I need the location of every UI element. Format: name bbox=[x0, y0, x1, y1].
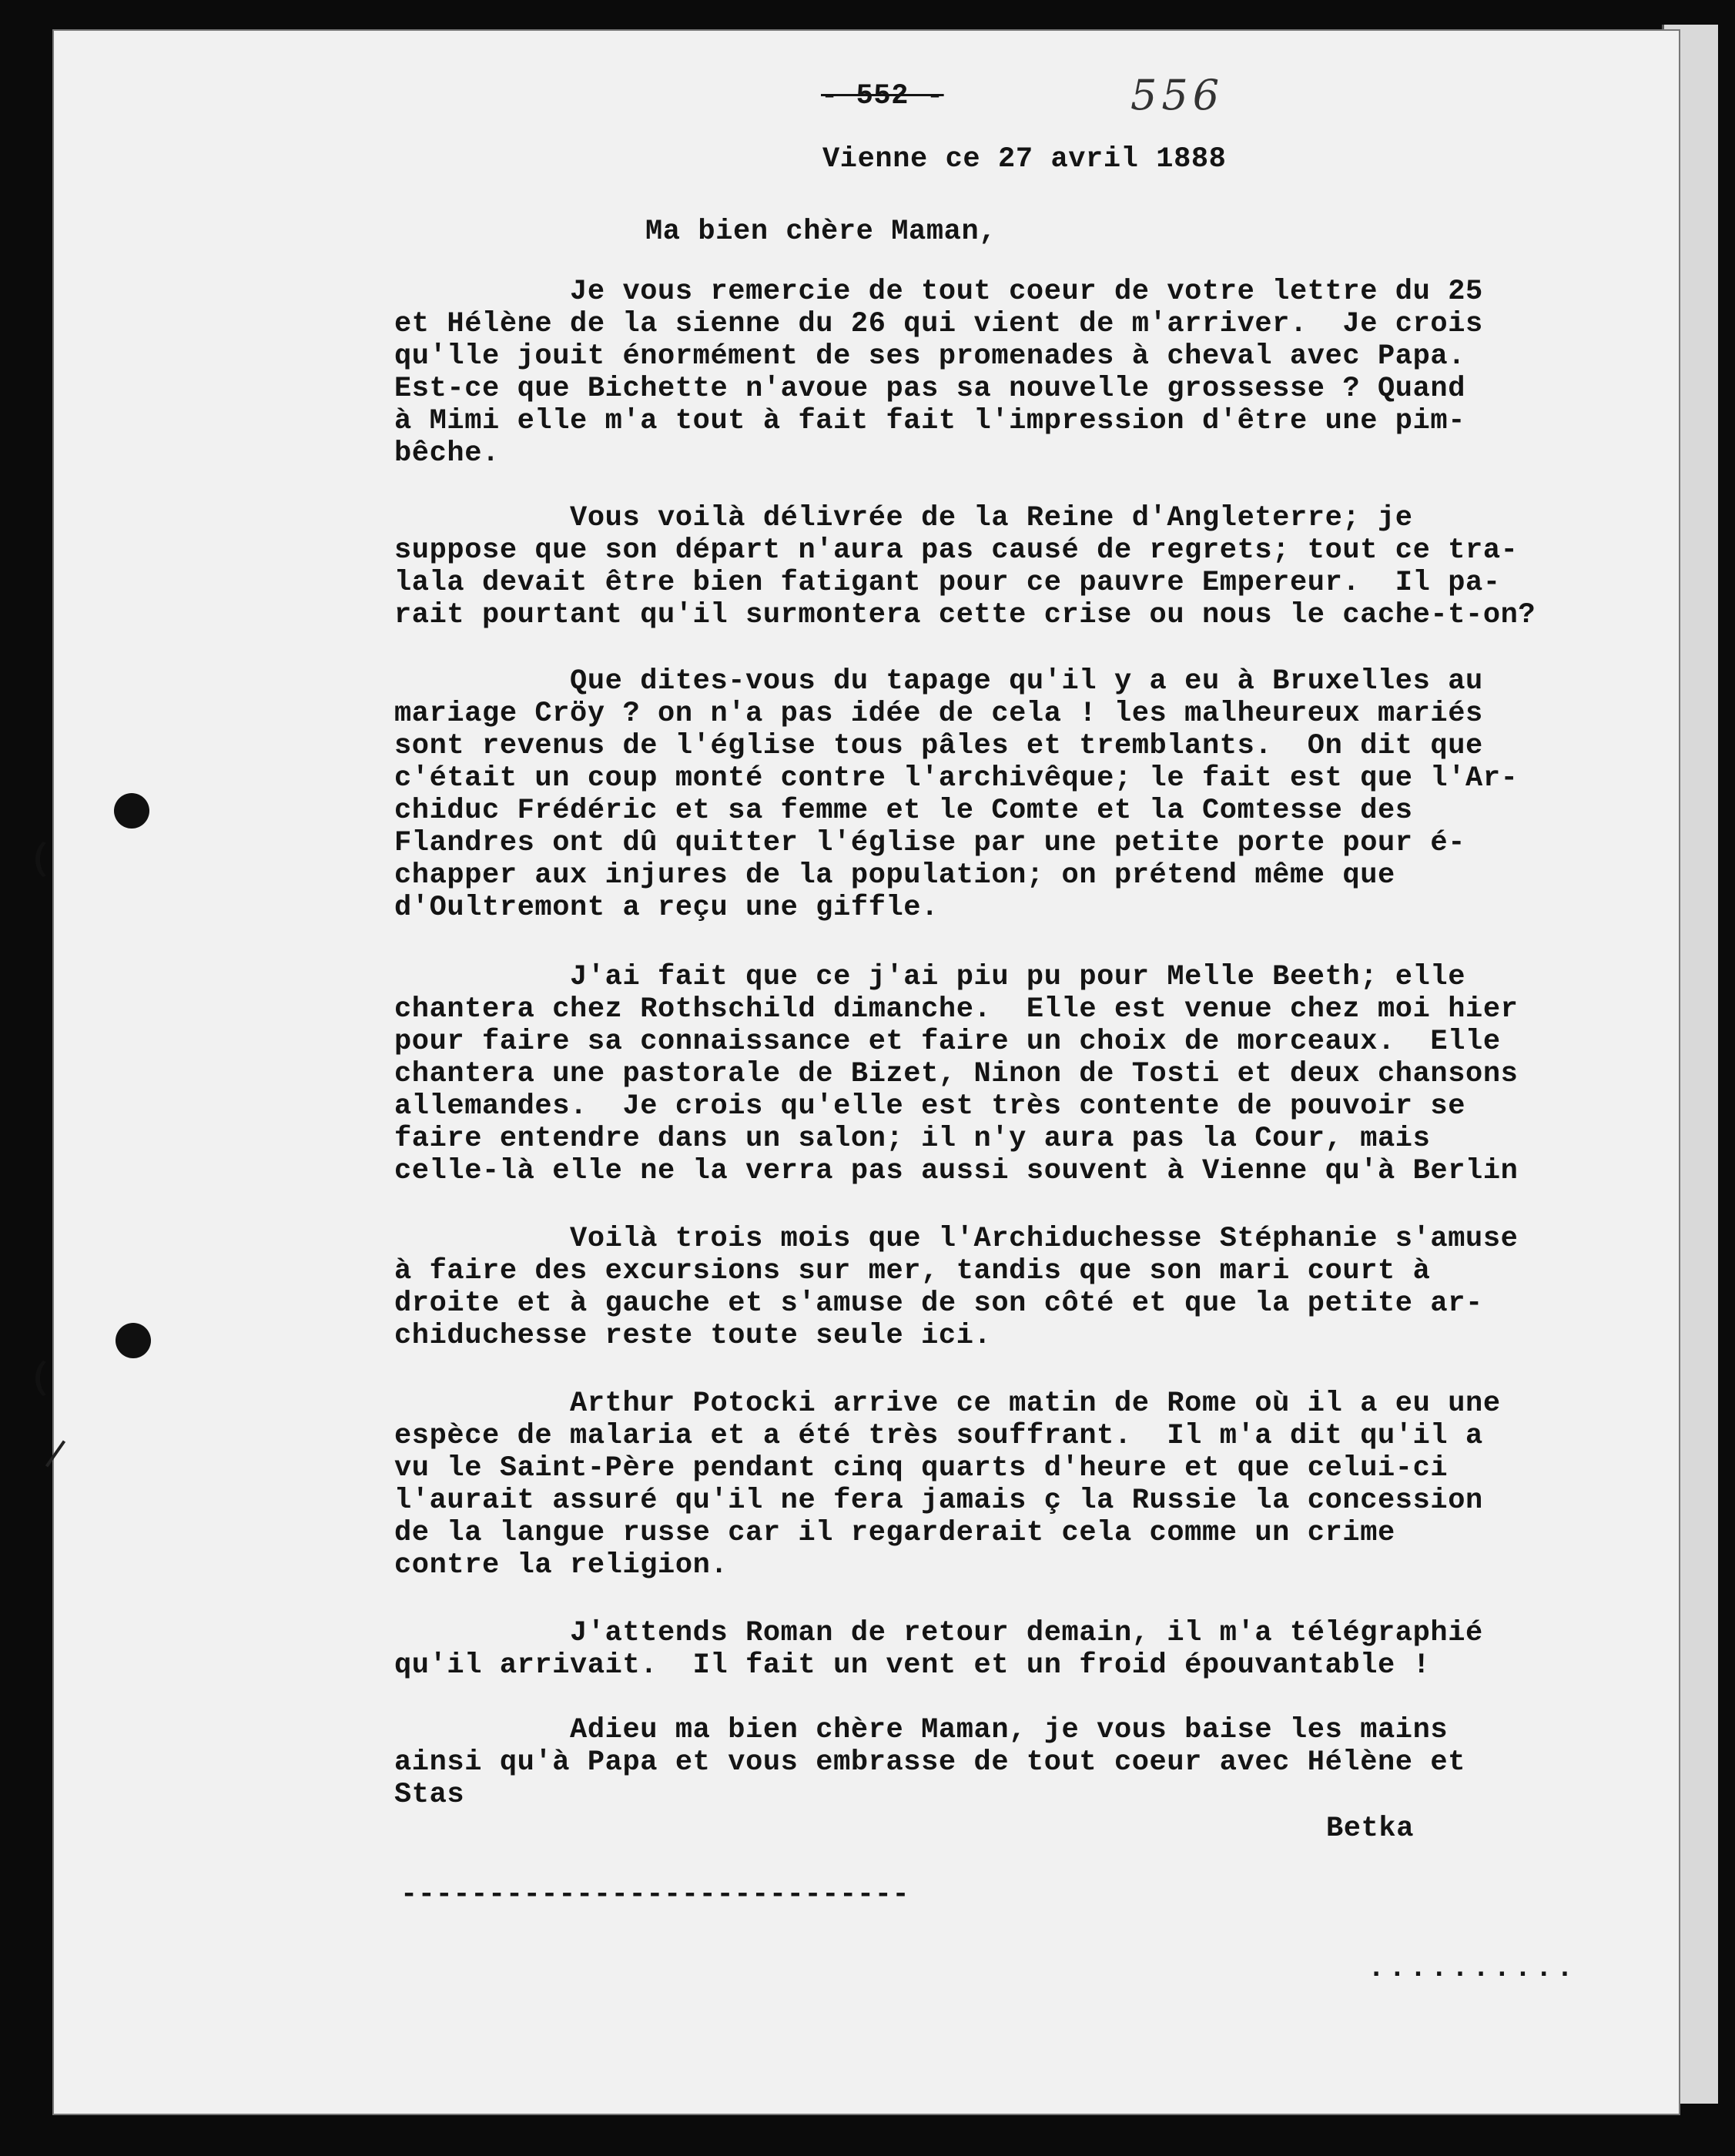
salutation: Ma bien chère Maman, bbox=[645, 216, 997, 248]
text-line: faire entendre dans un salon; il n'y aura pas la Cour, mais bbox=[394, 1123, 1431, 1155]
dateline: Vienne ce 27 avril 1888 bbox=[822, 143, 1227, 176]
text-line: celle-là elle ne la verra pas aussi souvent à Vienne qu'à Berlin bbox=[394, 1155, 1519, 1187]
text-line: J'ai fait que ce j'ai piu pu pour Melle Beeth; elle bbox=[394, 961, 1466, 993]
paragraph-stephanie bbox=[394, 1223, 1642, 1352]
text-line: Voilà trois mois que l'Archiduchesse Stéphanie s'amuse bbox=[394, 1223, 1519, 1255]
text-line: Adieu ma bien chère Maman, je vous baise les mains bbox=[394, 1714, 1449, 1746]
text-line: ainsi qu'à Papa et vous embrasse de tout coeur avec Hélène et bbox=[394, 1746, 1466, 1779]
paragraph-thanks bbox=[394, 276, 1642, 470]
text-line: qu'il arrivait. Il fait un vent et un froid épouvantable ! bbox=[394, 1649, 1431, 1682]
text-line: Flandres ont dû quitter l'église par une petite porte pour é- bbox=[394, 827, 1466, 859]
text-line: d'Oultremont a reçu une giffle. bbox=[394, 892, 939, 924]
text-line: sont revenus de l'église tous pâles et tremblants. On dit que bbox=[394, 730, 1483, 762]
paragraph-melle-beeth bbox=[394, 961, 1642, 1187]
trailing-dots: .......... bbox=[1368, 1953, 1578, 1985]
text-line: bêche. bbox=[394, 437, 500, 470]
punch-hole-top bbox=[114, 793, 149, 829]
text-line: Est-ce que Bichette n'avoue pas sa nouvelle grossesse ? Quand bbox=[394, 373, 1466, 405]
handwritten-page-number: 556 bbox=[1130, 71, 1224, 119]
text-line: vu le Saint-Père pendant cinq quarts d'heure et que celui-ci bbox=[394, 1452, 1449, 1485]
text-line: et Hélène de la sienne du 26 qui vient de m'arriver. Je crois bbox=[394, 308, 1483, 340]
paragraph-roman bbox=[394, 1617, 1642, 1682]
punch-hole-bottom bbox=[116, 1323, 151, 1358]
text-line: rait pourtant qu'il surmontera cette crise ou nous le cache-t-on? bbox=[394, 599, 1536, 631]
text-line: pour faire sa connaissance et faire un choix de morceaux. Elle bbox=[394, 1026, 1501, 1058]
text-line: à faire des excursions sur mer, tandis que son mari court à bbox=[394, 1255, 1431, 1287]
text-line: J'attends Roman de retour demain, il m'a télégraphié bbox=[394, 1617, 1483, 1649]
text-line: lala devait être bien fatigant pour ce pauvre Empereur. Il pa- bbox=[394, 567, 1501, 599]
page-number: - 552 - bbox=[821, 80, 944, 112]
text-line: suppose que son départ n'aura pas causé de regrets; tout ce tra- bbox=[394, 534, 1519, 567]
paragraph-queen bbox=[394, 502, 1642, 631]
text-line: à Mimi elle m'a tout à fait fait l'impression d'être une pim- bbox=[394, 405, 1466, 437]
text-line: Que dites-vous du tapage qu'il y a eu à Bruxelles au bbox=[394, 665, 1483, 698]
text-line: chantera chez Rothschild dimanche. Elle est venue chez moi hier bbox=[394, 993, 1519, 1026]
text-line: contre la religion. bbox=[394, 1549, 728, 1582]
text-line: mariage Cröy ? on n'a pas idée de cela ! les malheureux mariés bbox=[394, 698, 1483, 730]
text-line: chiduchesse reste toute seule ici. bbox=[394, 1320, 992, 1352]
dashed-rule: ----------------------------- bbox=[400, 1879, 910, 1911]
binder-arc-mark-bottom bbox=[35, 1357, 71, 1400]
paragraph-closing bbox=[394, 1714, 1642, 1811]
text-line: qu'lle jouit énormément de ses promenades à cheval avec Papa. bbox=[394, 340, 1466, 373]
paragraph-bruxelles bbox=[394, 665, 1642, 924]
text-line: allemandes. Je crois qu'elle est très contente de pouvoir se bbox=[394, 1090, 1466, 1123]
text-line: l'aurait assuré qu'il ne fera jamais ç la Russie la concession bbox=[394, 1485, 1483, 1517]
text-line: droite et à gauche et s'amuse de son côté et que la petite ar- bbox=[394, 1287, 1483, 1320]
text-line: c'était un coup monté contre l'archivêque; le fait est que l'Ar- bbox=[394, 762, 1519, 795]
text-line: chapper aux injures de la population; on prétend même que bbox=[394, 859, 1395, 892]
binder-arc-mark-top bbox=[35, 838, 71, 881]
text-line: Stas bbox=[394, 1779, 465, 1811]
text-line: Arthur Potocki arrive ce matin de Rome où il a eu une bbox=[394, 1388, 1501, 1420]
text-line: espèce de malaria et a été très souffrant. Il m'a dit qu'il a bbox=[394, 1420, 1483, 1452]
text-line: de la langue russe car il regarderait cela comme un crime bbox=[394, 1517, 1395, 1549]
paragraph-potocki bbox=[394, 1388, 1642, 1582]
signature: Betka bbox=[1326, 1813, 1415, 1845]
text-line: Je vous remercie de tout coeur de votre lettre du 25 bbox=[394, 276, 1483, 308]
text-line: chiduc Frédéric et sa femme et le Comte et la Comtesse des bbox=[394, 795, 1413, 827]
text-line: Vous voilà délivrée de la Reine d'Angleterre; je bbox=[394, 502, 1413, 534]
text-line: chantera une pastorale de Bizet, Ninon de Tosti et deux chansons bbox=[394, 1058, 1519, 1090]
